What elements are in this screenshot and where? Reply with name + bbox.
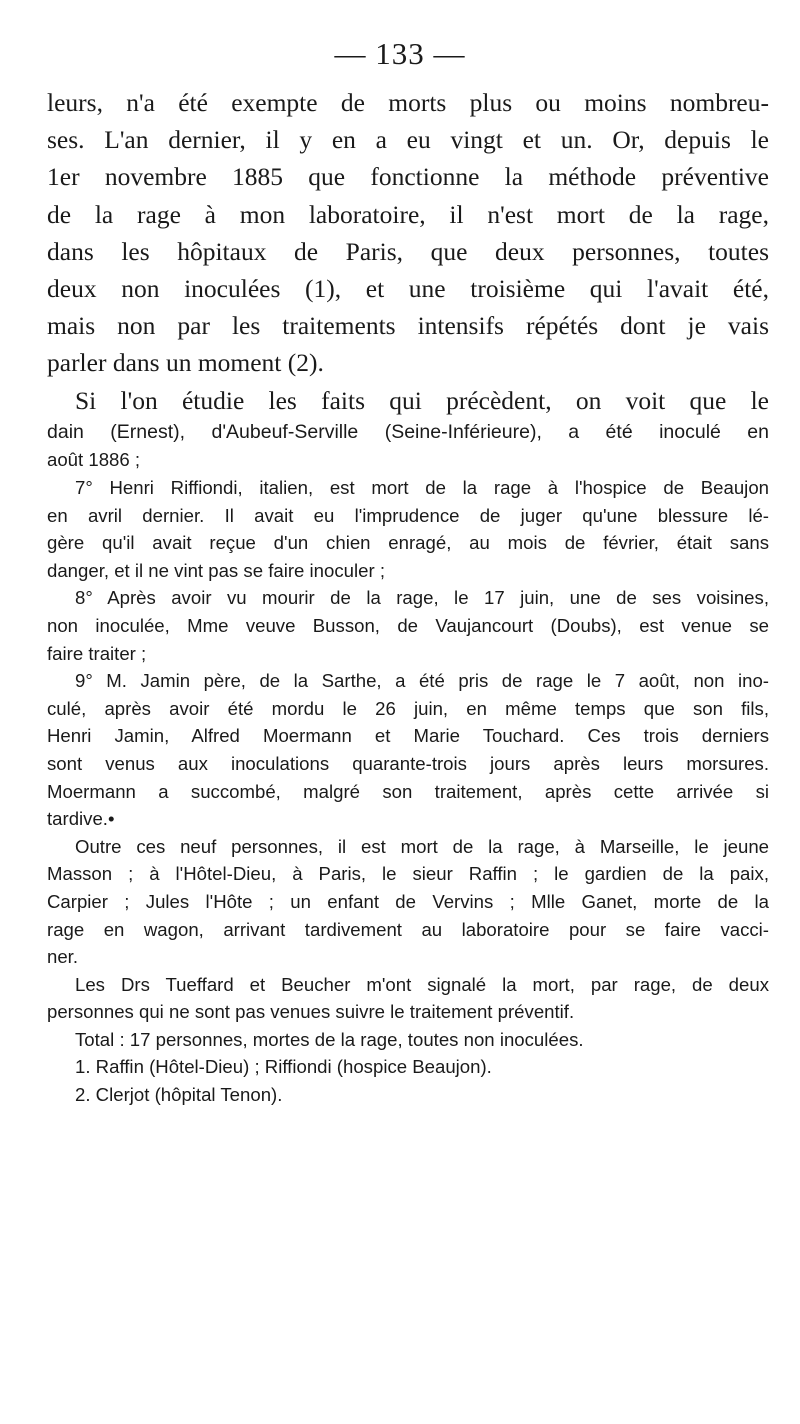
note-line: danger, et il ne vint pas se faire inoculer ;	[47, 559, 385, 581]
note-line: Moermann a succombé, malgré son traitement, après cette arrivée si	[47, 780, 769, 802]
note-line: culé, après avoir été mordu le 26 juin, en même temps que son fils,	[47, 697, 769, 719]
main-text	[47, 84, 769, 419]
note-line: faire traiter ;	[47, 642, 147, 664]
note-line: 8° Après avoir vu mourir de la rage, le 17 juin, une de ses voisines,	[75, 587, 769, 609]
main-text-line: deux non inoculées (1), et une troisième qui l'avait été,	[47, 274, 769, 304]
note-line: Outre ces neuf personnes, il est mort de la rage, à Marseille, le jeune	[75, 835, 769, 857]
main-text-line: mais non par les traitements intensifs répétés dont je vais	[47, 311, 769, 341]
main-text-line: leurs, n'a été exempte de morts plus ou moins nombreu-	[47, 88, 769, 117]
note-line: Masson ; à l'Hôtel-Dieu, à Paris, le sieur Raffin ; le gardien de la paix,	[47, 863, 769, 885]
note-line: gère qu'il avait reçue d'un chien enragé, au mois de février, était sans	[47, 532, 769, 554]
note-line: 9° M. Jamin père, de la Sarthe, a été pris de rage le 7 août, non ino-	[75, 670, 769, 692]
page-number: — 133 —	[334, 36, 466, 71]
note-line: 2. Clerjot (hôpital Tenon).	[75, 1084, 283, 1106]
main-text-line: Si l'on étudie les faits qui précèdent, on voit que le	[75, 385, 769, 415]
note-line: 7° Henri Riffiondi, italien, est mort de la rage à l'hospice de Beaujon	[75, 477, 769, 499]
note-line: 1. Raffin (Hôtel-Dieu) ; Riffiondi (hospice Beaujon).	[75, 1056, 492, 1078]
note-line: sont venus aux inoculations quarante-trois jours après leurs morsures.	[47, 752, 769, 774]
main-text-line: dans les hôpitaux de Paris, que deux personnes, toutes	[47, 236, 769, 266]
note-line: Total : 17 personnes, mortes de la rage, toutes non inoculées.	[75, 1028, 584, 1050]
main-text-line: 1er novembre 1885 que fonctionne la méthode préventive	[47, 162, 769, 192]
page-body	[47, 84, 769, 1109]
note-line: ner.	[47, 946, 79, 968]
main-text-line: de la rage à mon laboratoire, il n'est mort de la rage,	[47, 199, 769, 229]
notes-text	[47, 419, 769, 1109]
note-line: personnes qui ne sont pas venues suivre le traitement préventif.	[47, 1001, 575, 1023]
main-text-line: parler dans un moment (2).	[47, 348, 324, 378]
note-line: août 1886 ;	[47, 449, 141, 471]
note-line: Les Drs Tueffard et Beucher m'ont signalé la mort, par rage, de deux	[75, 973, 769, 995]
note-line: Henri Jamin, Alfred Moermann et Marie Touchard. Ces trois derniers	[47, 725, 769, 747]
note-line: en avril dernier. Il avait eu l'imprudence de juger qu'une blessure lé-	[47, 504, 769, 526]
note-line: Carpier ; Jules l'Hôte ; un enfant de Vervins ; Mlle Ganet, morte de la	[47, 890, 769, 912]
note-line: non inoculée, Mme veuve Busson, de Vaujancourt (Doubs), est venue se	[47, 614, 769, 636]
note-line: rage en wagon, arrivant tardivement au laboratoire pour se faire vacci-	[47, 918, 769, 940]
note-line: tardive.•	[47, 808, 115, 830]
main-text-line: ses. L'an dernier, il y en a eu vingt et un. Or, depuis le	[47, 125, 769, 155]
note-line: dain (Ernest), d'Aubeuf-Serville (Seine-Inférieure), a été inoculé en	[47, 420, 769, 443]
